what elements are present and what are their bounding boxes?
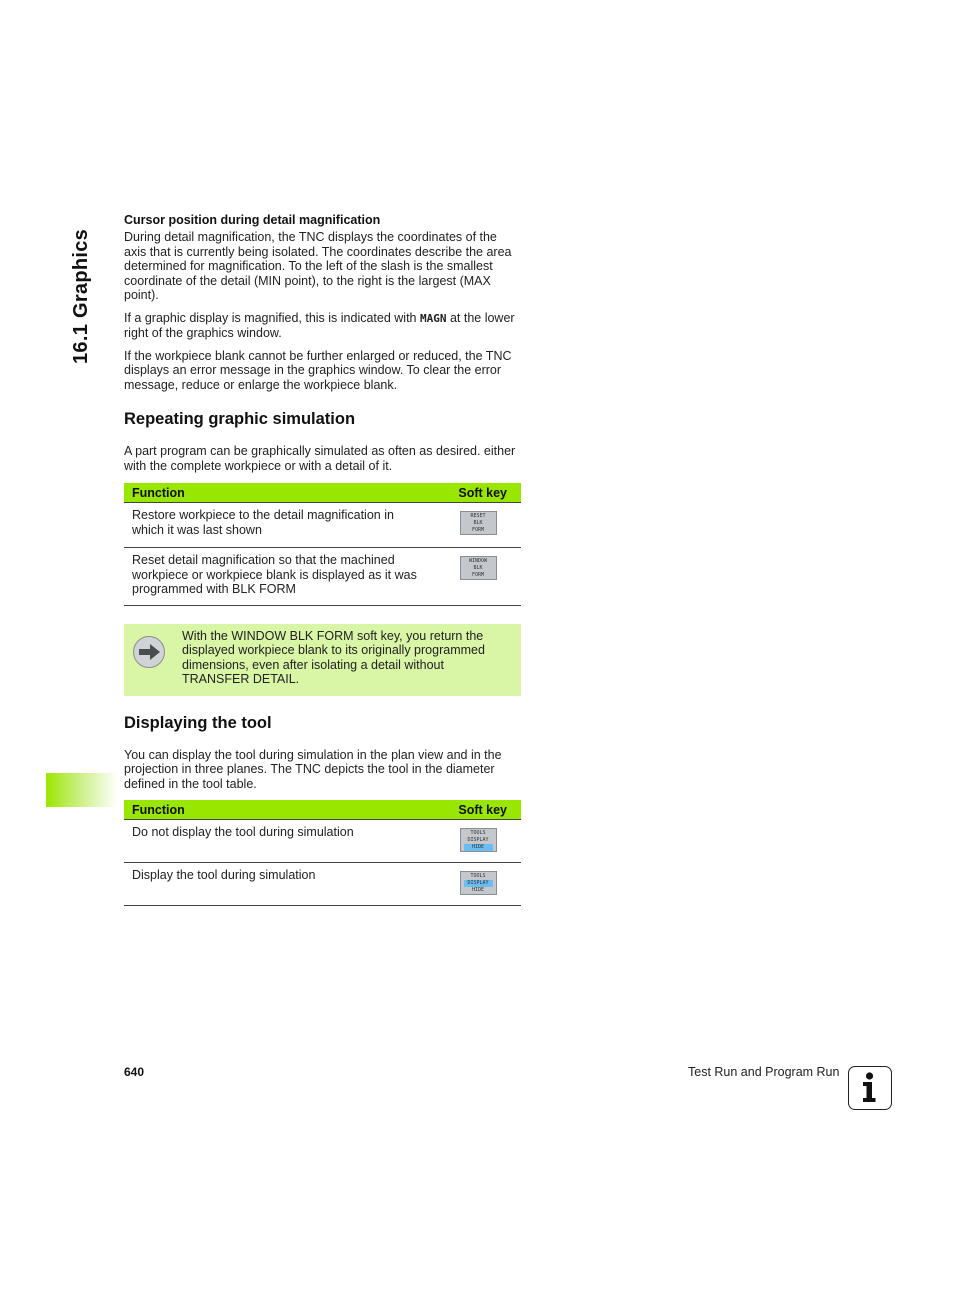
table-cell-softkey [435, 863, 521, 906]
softkey-line: WINDOW [468, 558, 488, 564]
cursor-paragraph-3: If the workpiece blank cannot be further enlarged or reduced, the TNC displays an error message in the graphics window. To clear the error message, reduce or enlarge the workpiece blank. [124, 348, 512, 392]
softkey-line: DISPLAY [467, 837, 489, 843]
table-header-function: Function [124, 800, 435, 820]
softkey-line: HIDE [471, 887, 485, 893]
table-row [124, 863, 521, 906]
table-header-function: Function [124, 483, 435, 503]
page-number: 640 [124, 1065, 145, 1079]
softkey-line: BLK [473, 520, 483, 526]
chapter-tab-marker [46, 773, 118, 807]
table-cell-function: Do not display the tool during simulation [124, 820, 435, 863]
cursor-paragraph-1: During detail magnification, the TNC displays the coordinates of the axis that is currently being isolated. The coordinates describe the area determined for magnification. To the left of the slash is the smallest coordinate of the detail (MIN point), to the right is the largest (MAX point). [124, 230, 512, 302]
magn-code: MAGN [419, 311, 447, 325]
table-header-row [124, 483, 521, 503]
info-icon[interactable] [848, 1066, 892, 1110]
softkey-line: FORM [471, 527, 485, 533]
table-header-softkey: Soft key [435, 483, 521, 503]
table-cell-function: Restore workpiece to the detail magnification in which it was last shown [124, 503, 435, 548]
table-cell-softkey [435, 503, 521, 548]
note-box [124, 624, 521, 696]
table-cell-function: Reset detail magnification so that the machined workpiece or workpiece blank is displayed as it was programmed with BLK FORM [124, 548, 435, 606]
tools-display-hide-softkey[interactable] [460, 828, 497, 852]
softkey-line: TOOLS [470, 830, 486, 836]
softkey-line: RESET [470, 513, 486, 519]
table-header-row [124, 800, 521, 820]
cursor-paragraph-2-end: at the lower right of the graphics window. [124, 310, 515, 340]
table-cell-softkey [435, 820, 521, 863]
table-row [124, 820, 521, 863]
chapter-side-title [70, 214, 110, 364]
table-cell-softkey [435, 548, 521, 606]
displaying-tool-intro: You can display the tool during simulation in the plan view and in the projection in three planes. The TNC depicts the tool in the diameter defined in the tool table. [124, 747, 502, 791]
cursor-paragraph-2 [124, 311, 521, 341]
footer-chapter-title: Test Run and Program Run [688, 1065, 840, 1079]
note-text: With the WINDOW BLK FORM soft key, you return the displayed workpiece blank to its originally programmed dimensions, even after isolating a detail without TRANSFER DETAIL. [182, 628, 485, 686]
table-row [124, 548, 521, 606]
arrow-right-icon [133, 636, 165, 668]
softkey-line-active: HIDE [464, 844, 493, 851]
table-cell-function: Display the tool during simulation [124, 863, 435, 906]
table-header-softkey: Soft key [435, 800, 521, 820]
repeating-softkey-table [124, 483, 521, 606]
repeating-simulation-heading: Repeating graphic simulation [124, 410, 356, 428]
softkey-line: BLK [473, 565, 483, 571]
page-content [124, 210, 521, 906]
softkey-line: TOOLS [470, 873, 486, 879]
displaying-tool-heading: Displaying the tool [124, 713, 272, 732]
chapter-side-title-text: 16.1 Graphics [70, 228, 92, 364]
reset-blk-form-softkey[interactable] [460, 511, 497, 535]
window-blk-form-softkey[interactable] [460, 556, 497, 580]
tools-display-show-softkey[interactable] [460, 871, 497, 895]
cursor-paragraph-2-start: If a graphic display is magnified, this is indicated with [124, 310, 420, 325]
softkey-line: FORM [471, 572, 485, 578]
repeating-simulation-intro: A part program can be graphically simulated as often as desired. either with the complete workpiece or with a detail of it. [124, 444, 516, 473]
softkey-line-active: DISPLAY [464, 880, 493, 887]
cursor-section-heading: Cursor position during detail magnification [124, 213, 381, 227]
table-row [124, 503, 521, 548]
tool-softkey-table [124, 800, 521, 906]
